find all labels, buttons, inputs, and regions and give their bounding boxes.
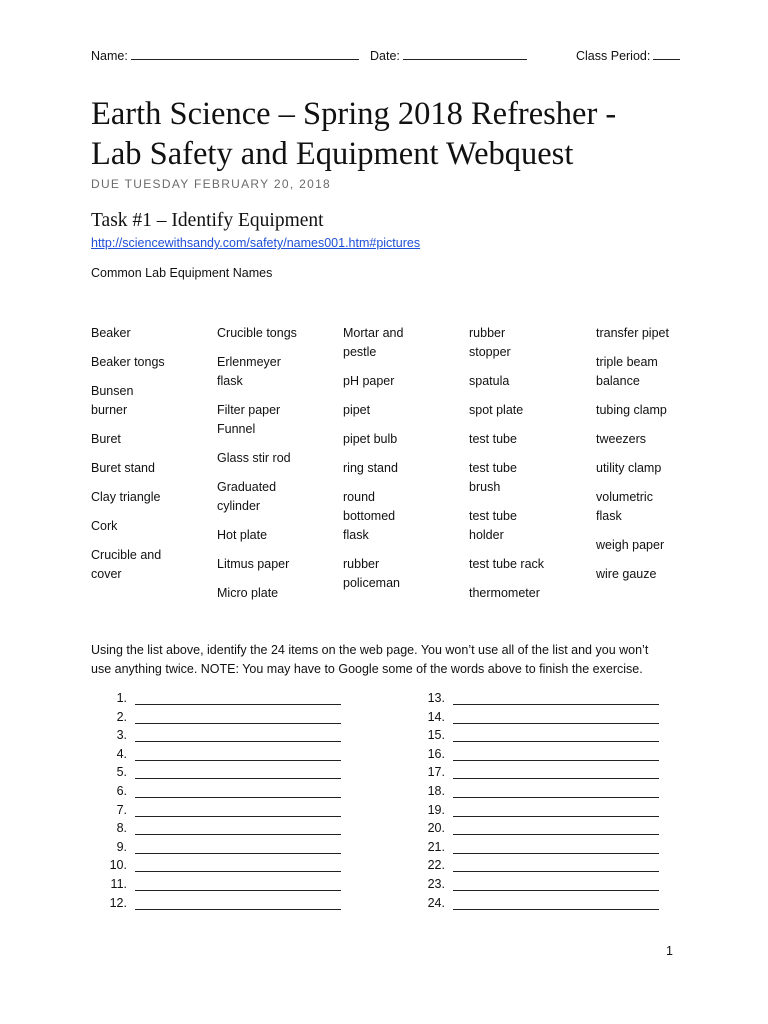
answer-blank[interactable] [135, 816, 341, 817]
equipment-item: tubing clamp [596, 403, 667, 417]
answer-blank[interactable] [453, 853, 659, 854]
answer-blank[interactable] [135, 704, 341, 705]
equipment-item: wire gauze [596, 567, 657, 581]
equipment-item: spatula [469, 374, 510, 388]
equipment-item: volumetric flask [596, 490, 653, 523]
answer-number: 12. [109, 895, 127, 910]
equipment-item: pipet [343, 403, 371, 417]
equipment-item: Buret [91, 432, 121, 446]
answer-blank[interactable] [453, 723, 659, 724]
answer-number: 3. [116, 728, 127, 743]
answer-number: 7. [116, 802, 127, 817]
name-field [91, 47, 359, 63]
instructions [91, 641, 691, 679]
answer-blank[interactable] [453, 871, 659, 872]
answer-number: 19. [427, 802, 445, 817]
answer-number: 11. [110, 877, 127, 891]
answer-number: 23. [427, 877, 445, 891]
answer-number: 24. [427, 895, 445, 910]
answer-number: 5. [116, 765, 127, 780]
equipment-list-heading: Common Lab Equipment Names [91, 266, 273, 280]
answer-number: 8. [116, 821, 127, 836]
class-period-field [576, 47, 680, 63]
answer-number: 18. [427, 784, 445, 798]
name-label: Name: [91, 49, 128, 63]
equipment-item: Beaker [91, 326, 131, 340]
name-blank[interactable] [131, 47, 359, 60]
task-heading: Task #1 – Identify Equipment [91, 210, 324, 231]
equipment-item: ring stand [343, 461, 398, 475]
equipment-item: Glass stir rod [217, 451, 291, 465]
answer-blank[interactable] [135, 871, 341, 872]
answer-number: 13. [427, 691, 445, 705]
answer-number: 20. [427, 821, 445, 836]
answer-blank[interactable] [135, 778, 341, 779]
answer-blank[interactable] [453, 834, 659, 835]
answer-number: 22. [427, 858, 445, 873]
title-line-1: Earth Science – Spring 2018 Refresher - [91, 96, 617, 132]
equipment-item: pH paper [343, 374, 395, 388]
answer-blank[interactable] [135, 741, 341, 742]
answer-number: 10. [109, 858, 127, 873]
title-line-2: Lab Safety and Equipment Webquest [91, 136, 574, 172]
equipment-item: Crucible and cover [91, 548, 162, 581]
answer-number: 16. [427, 746, 445, 761]
answer-blank[interactable] [453, 760, 659, 761]
due-date: DUE TUESDAY FEBRUARY 20, 2018 [91, 177, 332, 191]
equipment-item: Crucible tongs [217, 326, 297, 340]
class-period-label: Class Period: [576, 49, 651, 63]
equipment-item: Buret stand [91, 461, 155, 475]
equipment-item: Cork [91, 519, 118, 533]
equipment-item: tweezers [596, 432, 647, 446]
answer-blank[interactable] [453, 909, 659, 910]
answer-blank[interactable] [453, 778, 659, 779]
date-label: Date: [370, 49, 400, 63]
answer-number: 15. [427, 728, 445, 743]
equipment-item: rubber policeman [343, 557, 400, 590]
instructions-line-2: use anything twice. NOTE: You may have to Google some of the words above to finish the exercise. [91, 662, 643, 676]
answer-number: 1. [116, 691, 127, 705]
equipment-item: utility clamp [596, 461, 662, 475]
answer-blank[interactable] [135, 909, 341, 910]
equipment-item: Micro plate [217, 586, 279, 600]
instructions-line-1: Using the list above, identify the 24 items on the web page. You won’t use all of the list and you won’t [91, 643, 649, 657]
class-period-blank[interactable] [653, 47, 680, 60]
answer-blank[interactable] [453, 797, 659, 798]
equipment-item: test tube brush [469, 461, 517, 494]
equipment-item: Clay triangle [91, 490, 161, 504]
equipment-item: Graduated cylinder [217, 480, 277, 513]
equipment-item: weigh paper [596, 538, 665, 552]
answer-number: 21. [427, 839, 445, 854]
equipment-item: rubber stopper [469, 326, 511, 359]
equipment-item: Filter paper Funnel [217, 403, 281, 436]
equipment-item: triple beam balance [596, 355, 658, 388]
answer-blank[interactable] [135, 797, 341, 798]
task-link[interactable]: http://sciencewithsandy.com/safety/names001.htm#pictures [91, 236, 421, 250]
equipment-item: spot plate [469, 403, 524, 417]
equipment-item: transfer pipet [596, 326, 669, 340]
page-number: 1 [666, 944, 673, 958]
date-blank[interactable] [403, 47, 527, 60]
answer-blank[interactable] [453, 704, 659, 705]
answer-number: 14. [427, 709, 445, 724]
answer-number: 9. [116, 839, 127, 854]
equipment-item: Bunsen burner [91, 384, 134, 417]
equipment-item: test tube [469, 432, 517, 446]
answer-blank[interactable] [453, 741, 659, 742]
student-info-header [91, 47, 681, 65]
document-title [91, 94, 711, 174]
equipment-item: test tube rack [469, 557, 545, 571]
equipment-item: Erlenmeyer flask [217, 355, 281, 388]
equipment-item: round bottomed flask [343, 490, 396, 542]
answer-blank[interactable] [135, 760, 341, 761]
equipment-item: test tube holder [469, 509, 517, 542]
answer-number: 4. [116, 746, 127, 761]
answer-blank[interactable] [453, 890, 659, 891]
equipment-item: Litmus paper [217, 557, 290, 571]
equipment-item: thermometer [469, 586, 540, 600]
date-field [370, 47, 527, 63]
answer-number: 17. [427, 765, 445, 780]
equipment-item: Hot plate [217, 528, 268, 542]
equipment-item: pipet bulb [343, 432, 398, 446]
equipment-item: Beaker tongs [91, 355, 165, 369]
answer-blank[interactable] [135, 834, 341, 835]
answer-blank[interactable] [135, 723, 341, 724]
answer-blank[interactable] [135, 853, 341, 854]
equipment-item: Mortar and pestle [343, 326, 404, 359]
answer-number: 2. [116, 709, 127, 724]
answer-blank[interactable] [453, 816, 659, 817]
answer-number: 6. [116, 784, 127, 798]
answer-blank[interactable] [135, 890, 341, 891]
